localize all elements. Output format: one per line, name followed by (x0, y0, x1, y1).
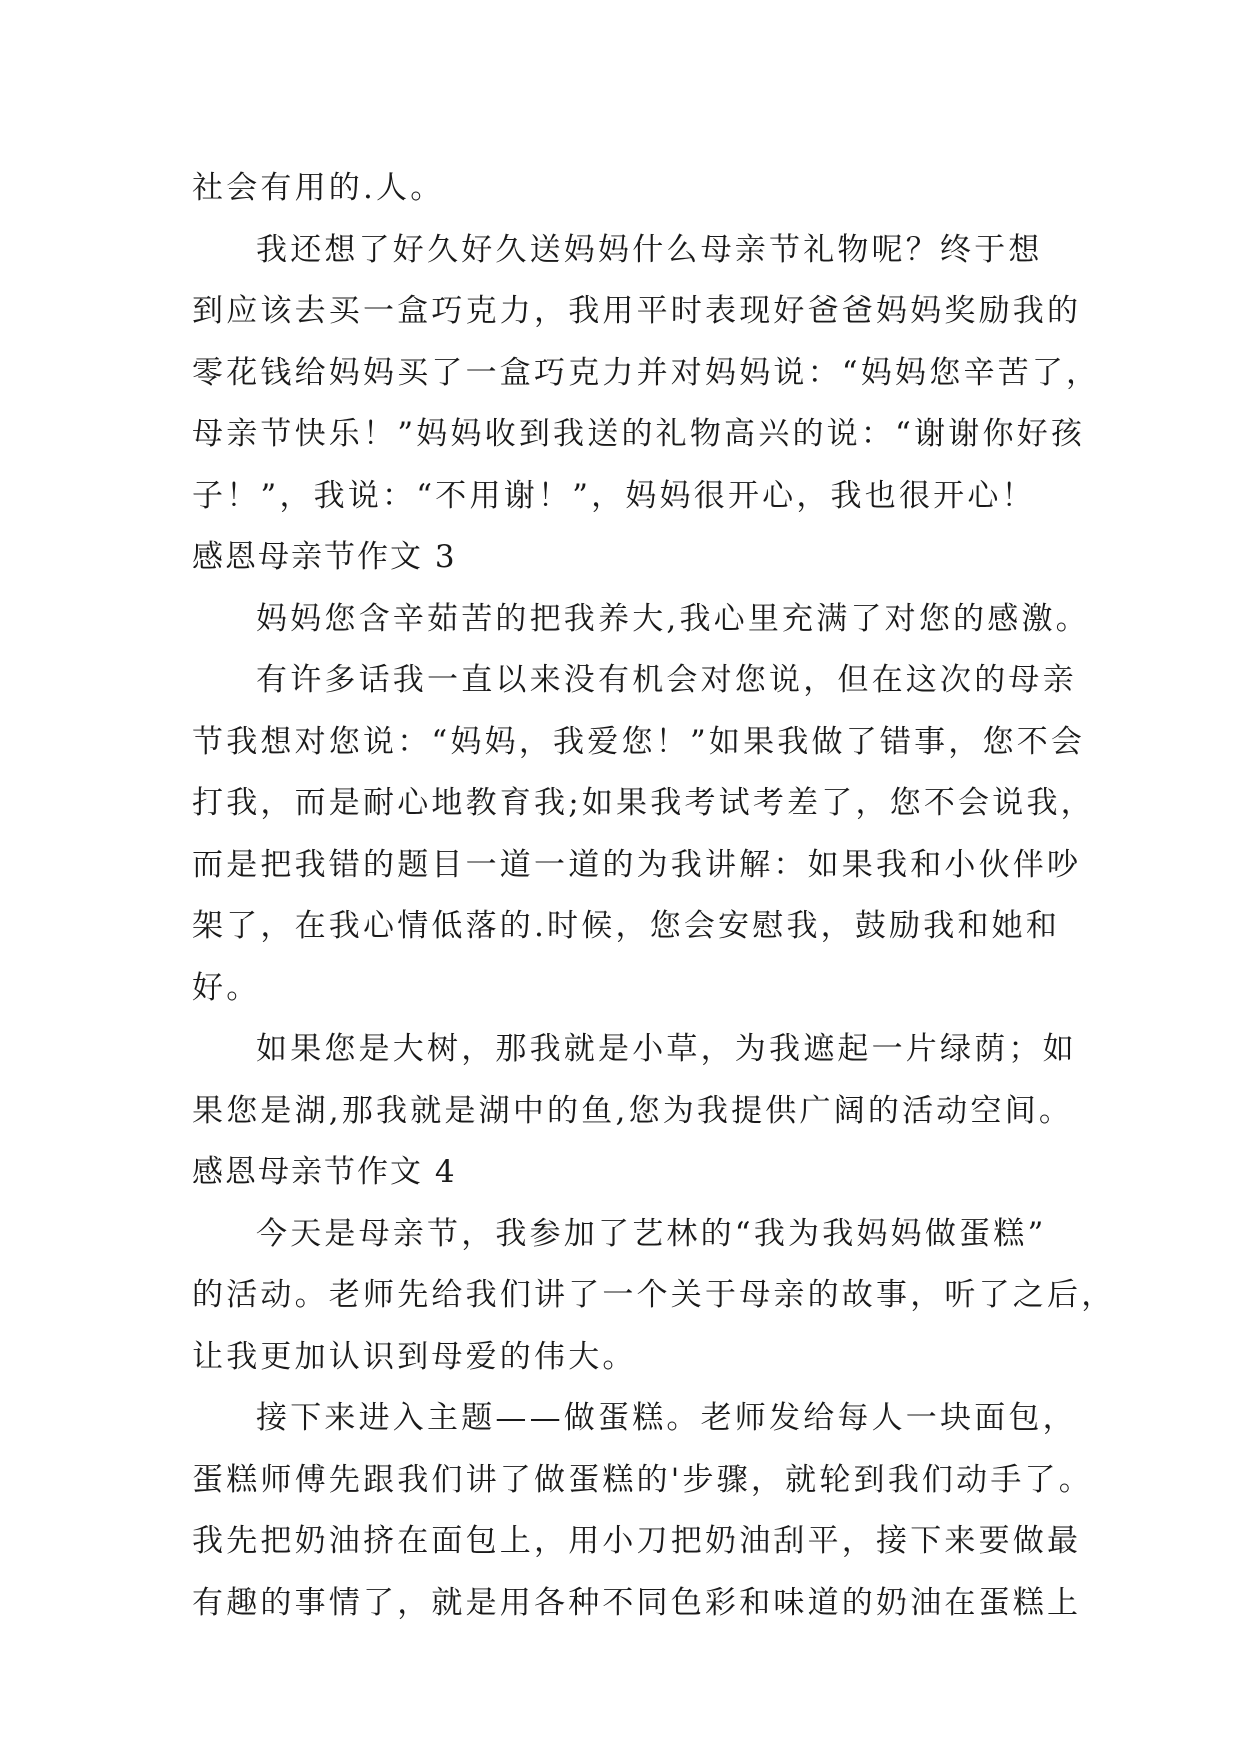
paragraph-line: 子！”，我说：“不用谢！”，妈妈很开心，我也很开心！ (192, 477, 1036, 514)
paragraph-line: 到应该去买一盒巧克力，我用平时表现好爸爸妈妈奖励我的 (192, 293, 1082, 329)
paragraph-line: 好。 (192, 969, 261, 1006)
section-heading (192, 1142, 1052, 1204)
paragraph (192, 1019, 1077, 1142)
paragraph (192, 589, 1090, 651)
paragraph (192, 1204, 1116, 1389)
paragraph-line: 节我想对您说：“妈妈，我爱您！”如果我做了错事，您不会 (192, 723, 1086, 760)
paragraph (192, 650, 1095, 1019)
paragraph (192, 1388, 1093, 1634)
paragraph-line: 今天是母亲节，我参加了艺林的“我为我妈妈做蛋糕” (256, 1215, 1047, 1252)
paragraph-line: 我先把奶油挤在面包上，用小刀把奶油刮平，接下来要做最 (192, 1523, 1082, 1559)
paragraph-line: 果您是湖,那我就是湖中的鱼,您为我提供广阔的活动空间。 (192, 1092, 1074, 1129)
paragraph-line: 社会有用的.人。 (192, 170, 445, 206)
paragraph-line: 的活动。老师先给我们讲了一个关于母亲的故事，听了之后， (192, 1277, 1116, 1313)
paragraph-line: 架了，在我心情低落的.时候，您会安慰我，鼓励我和她和 (192, 908, 1061, 944)
paragraph-line: 我还想了好久好久送妈妈什么母亲节礼物呢？终于想 (256, 231, 1043, 268)
paragraph (192, 158, 1052, 220)
paragraph-line: 让我更加认识到母爱的伟大。 (192, 1338, 637, 1375)
paragraph-line: 有许多话我一直以来没有机会对您说，但在这次的母亲 (256, 662, 1077, 698)
paragraph-line: 妈妈您含辛茹苦的把我养大,我心里充满了对您的感激。 (256, 600, 1090, 637)
section-heading (192, 527, 1052, 589)
paragraph-line: 蛋糕师傅先跟我们讲了做蛋糕的'步骤，就轮到我们动手了。 (192, 1461, 1093, 1498)
heading-text: 感恩母亲节作文 4 (192, 1154, 457, 1190)
paragraph-line: 如果您是大树，那我就是小草，为我遮起一片绿荫；如 (256, 1031, 1077, 1067)
paragraph-line: 零花钱给妈妈买了一盒巧克力并对妈妈说：“妈妈您辛苦了， (192, 354, 1101, 391)
paragraph (192, 220, 1101, 528)
paragraph-line: 母亲节快乐！”妈妈收到我送的礼物高兴的说：“谢谢你好孩 (192, 416, 1086, 452)
document-body (192, 158, 1116, 1634)
paragraph-line: 接下来进入主题——做蛋糕。老师发给每人一块面包， (256, 1400, 1077, 1436)
heading-text: 感恩母亲节作文 3 (192, 539, 457, 575)
paragraph-line: 而是把我错的题目一道一道的为我讲解：如果我和小伙伴吵 (192, 846, 1082, 883)
paragraph-line: 有趣的事情了，就是用各种不同色彩和味道的奶油在蛋糕上 (192, 1584, 1082, 1621)
paragraph-line: 打我，而是耐心地教育我;如果我考试考差了，您不会说我， (192, 785, 1095, 821)
